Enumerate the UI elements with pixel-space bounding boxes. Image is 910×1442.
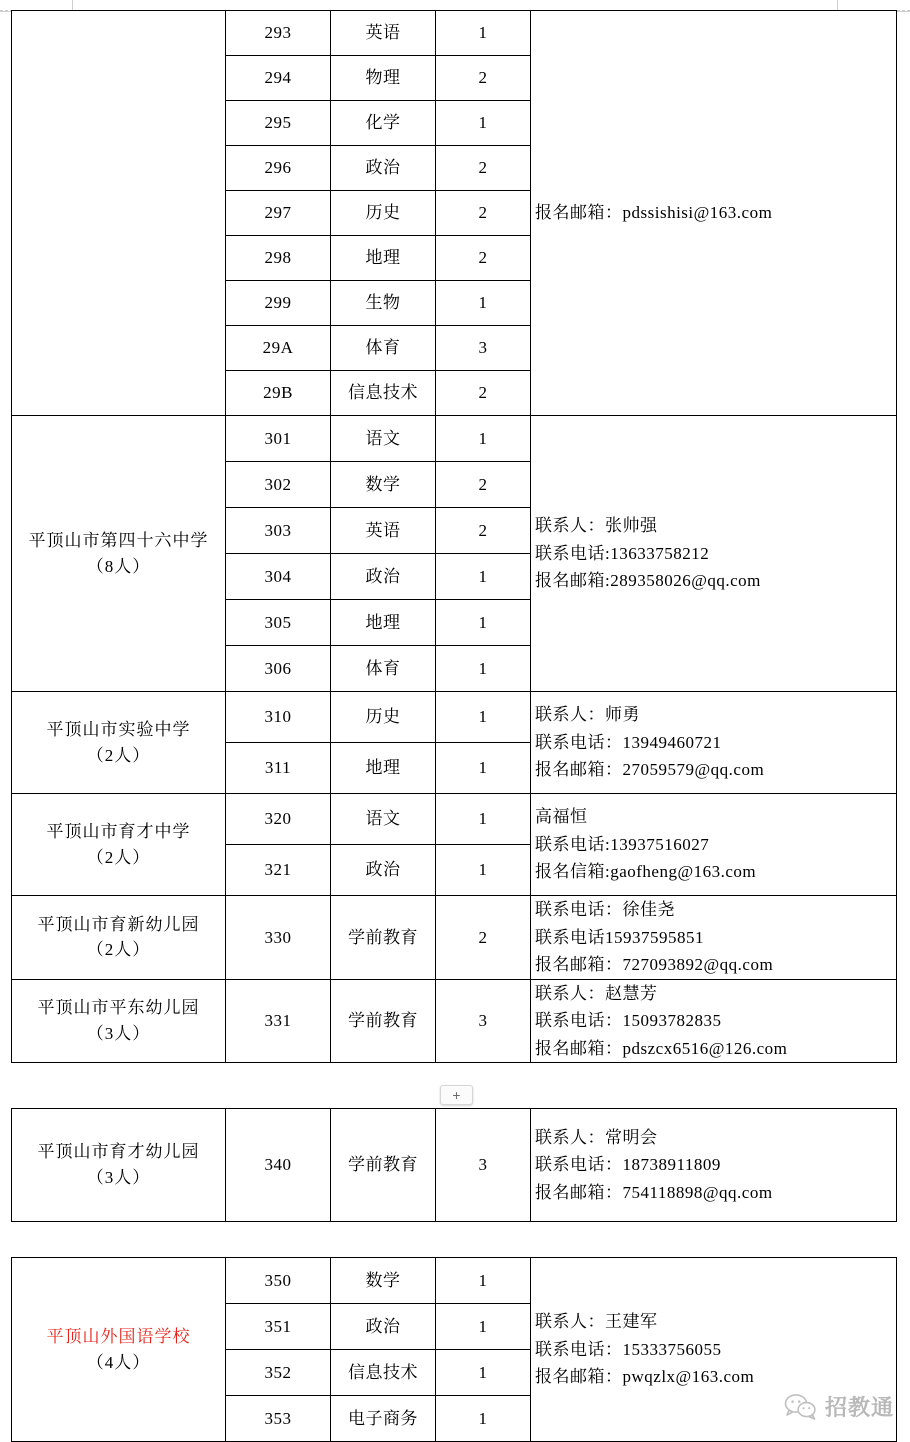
contact-phone: 联系电话：13949460721 xyxy=(535,732,722,752)
code-cell: 29B xyxy=(226,371,331,416)
subject-cell: 地理 xyxy=(331,236,436,281)
subject-cell: 数学 xyxy=(331,1258,436,1304)
subject-cell: 体育 xyxy=(331,326,436,371)
school-name: 平顶山外国语学校 xyxy=(46,1326,191,1346)
school-headcount: （2人） xyxy=(86,745,151,765)
contact-cell xyxy=(531,1109,897,1222)
school-cell xyxy=(12,416,226,692)
table-row xyxy=(12,794,897,845)
school-cell xyxy=(12,794,226,896)
code-cell: 320 xyxy=(226,794,331,845)
contact-cell xyxy=(531,1258,897,1442)
contact-email: 报名邮箱:289358026@qq.com xyxy=(535,571,761,591)
subject-cell: 生物 xyxy=(331,281,436,326)
code-cell: 298 xyxy=(226,236,331,281)
table-row xyxy=(12,416,897,462)
position-table-block-3 xyxy=(11,1257,897,1442)
count-cell: 1 xyxy=(436,11,531,56)
contact-person: 联系人：王建军 xyxy=(535,1312,658,1332)
code-cell: 302 xyxy=(226,462,331,508)
code-cell: 310 xyxy=(226,692,331,743)
code-cell: 306 xyxy=(226,646,331,692)
count-cell: 1 xyxy=(436,845,531,896)
count-cell: 2 xyxy=(436,371,531,416)
count-cell: 1 xyxy=(436,646,531,692)
subject-cell: 物理 xyxy=(331,56,436,101)
contact-email: 报名信箱:gaofheng@163.com xyxy=(535,862,757,882)
contact-phone: 联系电话:13937516027 xyxy=(535,834,710,854)
school-name: 平顶山市平东幼儿园 xyxy=(37,998,200,1018)
count-cell: 2 xyxy=(436,896,531,980)
school-headcount: （2人） xyxy=(86,940,151,960)
contact-person: 高福恒 xyxy=(535,807,588,827)
contact-email: 报名邮箱：27059579@qq.com xyxy=(535,760,765,780)
insert-row-button[interactable]: + xyxy=(440,1085,473,1105)
code-cell: 301 xyxy=(226,416,331,462)
school-name: 平顶山市实验中学 xyxy=(46,719,191,739)
contact-cell xyxy=(531,979,897,1063)
contact-cell xyxy=(531,794,897,896)
code-cell: 351 xyxy=(226,1304,331,1350)
contact-person: 联系人：张帅强 xyxy=(535,516,658,536)
count-cell: 1 xyxy=(436,101,531,146)
count-cell: 1 xyxy=(436,1396,531,1442)
count-cell: 1 xyxy=(436,281,531,326)
school-name: 平顶山市育新幼儿园 xyxy=(37,914,200,934)
position-table-block-2 xyxy=(11,1108,897,1222)
count-cell: 1 xyxy=(436,692,531,743)
code-cell: 352 xyxy=(226,1350,331,1396)
subject-cell: 电子商务 xyxy=(331,1396,436,1442)
table-row xyxy=(12,11,897,56)
code-cell: 297 xyxy=(226,191,331,236)
subject-cell: 学前教育 xyxy=(331,979,436,1063)
school-name: 平顶山市育才幼儿园 xyxy=(37,1142,200,1162)
code-cell: 299 xyxy=(226,281,331,326)
subject-cell: 英语 xyxy=(331,508,436,554)
contact-email: 报名邮箱：754118898@qq.com xyxy=(535,1182,773,1202)
code-cell: 331 xyxy=(226,979,331,1063)
contact-phone: 联系电话:13633758212 xyxy=(535,543,710,563)
table-row xyxy=(12,692,897,743)
contact-phone: 联系电话：18738911809 xyxy=(535,1155,721,1175)
table-row xyxy=(12,1258,897,1304)
count-cell: 2 xyxy=(436,191,531,236)
contact-person: 联系人：赵慧芳 xyxy=(535,983,658,1003)
count-cell: 1 xyxy=(436,554,531,600)
count-cell: 1 xyxy=(436,794,531,845)
count-cell: 1 xyxy=(436,1304,531,1350)
position-table-block-1 xyxy=(11,10,897,1063)
subject-cell: 学前教育 xyxy=(331,896,436,980)
count-cell: 3 xyxy=(436,1109,531,1222)
contact-cell xyxy=(531,692,897,794)
count-cell: 3 xyxy=(436,979,531,1063)
contact-phone: 联系电话：15333756055 xyxy=(535,1339,722,1359)
contact-person: 联系电话：徐佳尧 xyxy=(535,900,675,919)
school-name: 平顶山市育才中学 xyxy=(46,821,191,841)
school-headcount: （3人） xyxy=(86,1023,151,1043)
table-row xyxy=(12,979,897,1063)
subject-cell: 信息技术 xyxy=(331,371,436,416)
contact-cell xyxy=(531,416,897,692)
subject-cell: 语文 xyxy=(331,794,436,845)
count-cell: 2 xyxy=(436,462,531,508)
code-cell: 295 xyxy=(226,101,331,146)
count-cell: 1 xyxy=(436,1258,531,1304)
code-cell: 350 xyxy=(226,1258,331,1304)
count-cell: 1 xyxy=(436,600,531,646)
count-cell: 3 xyxy=(436,326,531,371)
count-cell: 1 xyxy=(436,416,531,462)
watermark-label: 招教通 xyxy=(824,1395,894,1420)
subject-cell: 信息技术 xyxy=(331,1350,436,1396)
school-headcount: （3人） xyxy=(86,1168,151,1187)
contact-person: 联系人：师勇 xyxy=(535,705,640,725)
subject-cell: 地理 xyxy=(331,600,436,646)
school-cell xyxy=(12,1258,226,1442)
subject-cell: 英语 xyxy=(331,11,436,56)
school-headcount: （8人） xyxy=(86,556,151,576)
table-row xyxy=(12,896,897,980)
count-cell: 2 xyxy=(436,236,531,281)
code-cell: 321 xyxy=(226,845,331,896)
subject-cell: 语文 xyxy=(331,416,436,462)
count-cell: 2 xyxy=(436,508,531,554)
contact-person: 联系人：常明会 xyxy=(535,1127,658,1147)
subject-cell: 学前教育 xyxy=(331,1109,436,1222)
count-cell: 1 xyxy=(436,1350,531,1396)
school-cell xyxy=(12,692,226,794)
subject-cell: 数学 xyxy=(331,462,436,508)
contact-email: 报名邮箱：pwqzlx@163.com xyxy=(535,1367,755,1387)
contact-cell xyxy=(531,896,897,980)
contact-email: 报名邮箱：pdszcx6516@126.com xyxy=(535,1038,788,1058)
table-row xyxy=(12,1109,897,1222)
subject-cell: 政治 xyxy=(331,146,436,191)
school-headcount: （2人） xyxy=(86,847,151,867)
contact-cell xyxy=(531,11,897,416)
subject-cell: 政治 xyxy=(331,845,436,896)
subject-cell: 历史 xyxy=(331,191,436,236)
school-name: 平顶山市第四十六中学 xyxy=(28,530,209,550)
contact-email: 报名邮箱：727093892@qq.com xyxy=(535,955,774,975)
code-cell: 29A xyxy=(226,326,331,371)
code-cell: 296 xyxy=(226,146,331,191)
count-cell: 2 xyxy=(436,146,531,191)
count-cell: 2 xyxy=(436,56,531,101)
code-cell: 330 xyxy=(226,896,331,980)
count-cell: 1 xyxy=(436,743,531,794)
subject-cell: 政治 xyxy=(331,554,436,600)
code-cell: 293 xyxy=(226,11,331,56)
code-cell: 353 xyxy=(226,1396,331,1442)
subject-cell: 体育 xyxy=(331,646,436,692)
contact-line: 报名邮箱：pdssishisi@163.com xyxy=(535,203,773,223)
contact-phone: 联系电话15937595851 xyxy=(535,927,704,947)
subject-cell: 化学 xyxy=(331,101,436,146)
subject-cell: 历史 xyxy=(331,692,436,743)
code-cell: 305 xyxy=(226,600,331,646)
code-cell: 294 xyxy=(226,56,331,101)
school-cell-continuation xyxy=(12,11,226,416)
subject-cell: 政治 xyxy=(331,1304,436,1350)
code-cell: 340 xyxy=(226,1109,331,1222)
subject-cell: 地理 xyxy=(331,743,436,794)
school-headcount: （4人） xyxy=(86,1352,151,1372)
code-cell: 304 xyxy=(226,554,331,600)
code-cell: 303 xyxy=(226,508,331,554)
school-cell xyxy=(12,1109,226,1222)
school-cell xyxy=(12,979,226,1063)
school-cell xyxy=(12,896,226,980)
code-cell: 311 xyxy=(226,743,331,794)
contact-phone: 联系电话：15093782835 xyxy=(535,1011,722,1031)
